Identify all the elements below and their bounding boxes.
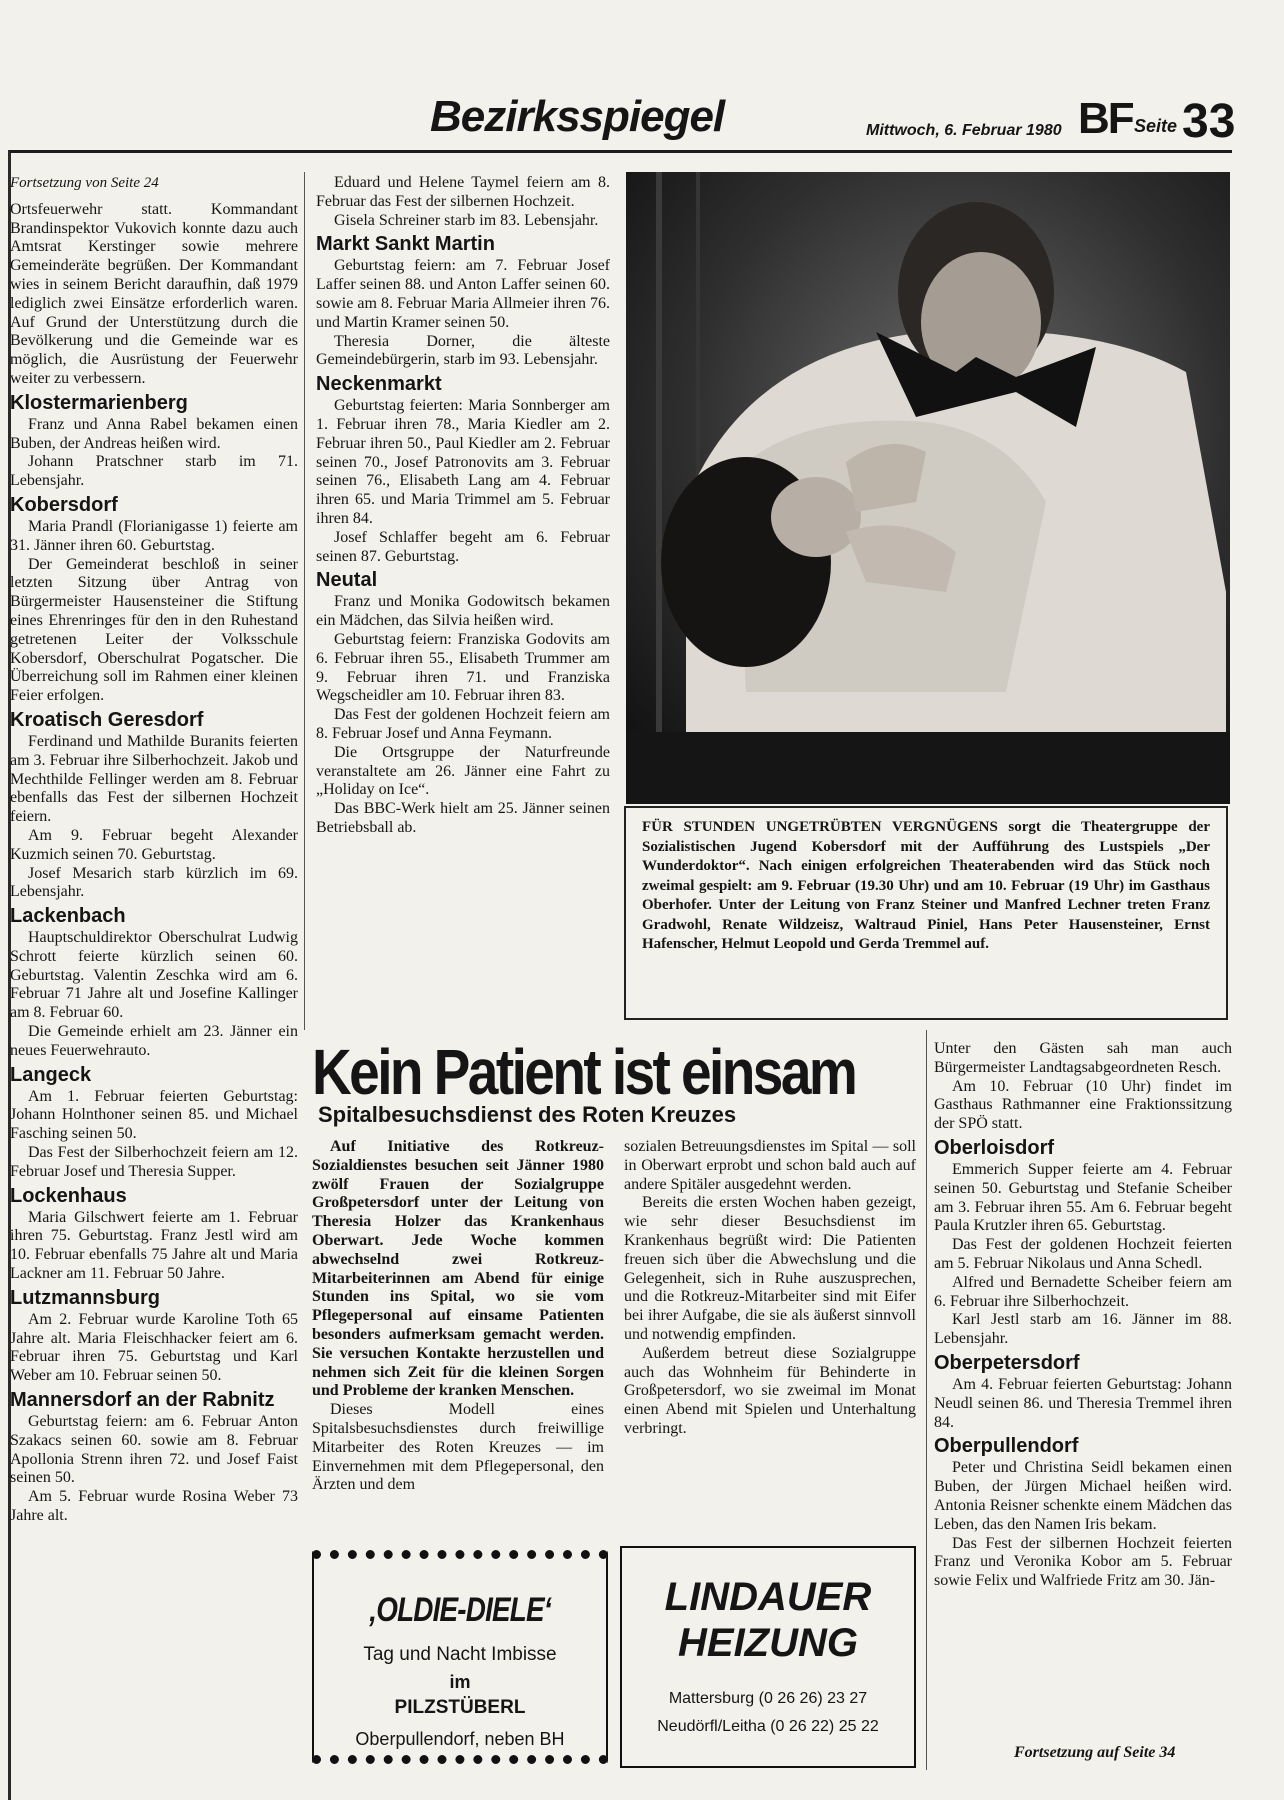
masthead <box>430 92 1236 152</box>
continuation-note: Fortsetzung von Seite 24 <box>10 175 159 191</box>
article-headline: Kein Patient ist einsam <box>312 1036 856 1108</box>
ad-line: im <box>449 1672 471 1692</box>
heading-markt-sankt-martin: Markt Sankt Martin <box>316 233 495 256</box>
paragraph: Der Gemeinderat beschloß in seiner letzten Sitzung über Antrag von Bürgermeister Hausensteiner die Stiftung eines Ehrenringes für den in den Ruhestand getretenen Leiter der Volksschule Kobersdorf, Oberschulrat Pogatscher. Die Überreichung soll im Rahmen einer kleinen Feier erfolgen. <box>10 555 298 705</box>
paragraph: Unter den Gästen sah man auch Bürgermeister Landtagsabgeordneten Resch. <box>934 1040 1232 1076</box>
seite-label: Seite <box>1134 116 1178 136</box>
newspaper-logo: BF <box>1078 94 1133 143</box>
paragraph: Peter und Christina Seidl bekamen einen Buben, der Jürgen Michael heißen wird. Antonia Reisner schenkte einem Mädchen das Leben, das den Namen Iris bekam. <box>934 1459 1232 1533</box>
paragraph: Am 5. Februar wurde Rosina Weber 73 Jahre alt. <box>10 1488 298 1525</box>
heading-lackenbach: Lackenbach <box>10 905 126 928</box>
paragraph: Geburtstag feiern: Franziska Godovits am 6. Februar ihren 55., Elisabeth Trummer am 9. Februar ihren 71. und Franziska Wegscheidler am 10. Februar ihren 83. <box>316 630 610 705</box>
paragraph: Das Fest der goldenen Hochzeit feiern am 8. Februar Josef und Anna Feymann. <box>316 706 610 742</box>
ad-phone: Mattersburg (0 26 26) 23 27 <box>668 1690 868 1707</box>
paragraph: Das Fest der Silberhochzeit feiern am 12. Februar Josef und Theresia Supper. <box>10 1144 298 1180</box>
paragraph: Das Fest der silbernen Hochzeit feierten Franz und Veronika Kobor am 5. Februar sowie Felix und Walfriede Fritz am 30. Jän- <box>934 1534 1232 1590</box>
heading-kobersdorf: Kobersdorf <box>10 493 118 516</box>
heading-oberloisdorf: Oberloisdorf <box>934 1136 1055 1159</box>
photo-caption: FÜR STUNDEN UNGETRÜBTEN VERGNÜGENS sorgt die Theatergruppe der Sozialistischen Jugend Kobersdorf mit der Aufführung des Lustspiels „Der Wunderdoktor“. Nach einigen erfolgreichen Theaterabenden wird das Stück noch zweimal gespielt: am 9. Februar (19.30 Uhr) und am 10. Februar (19 Uhr) im Gasthaus Oberhofer. Unter der Leitung von Franz Steiner und Manfred Lechner treten Franz Gradwohl, Renate Wildzeisz, Waltraud Piniel, Hans Peter Hausensteiner, Ernst Hafenscher, Helmut Leopold und Gerda Tremmel auf. <box>624 806 1228 1020</box>
ad-oldie-diele <box>312 1550 608 1764</box>
heading-kroatisch-geresdorf: Kroatisch Geresdorf <box>10 708 204 731</box>
paragraph: Außerdem betreut diese Sozialgruppe auch das Wohnheim für Behinderte in Großpetersdorf, wo sie zweimal im Monat einen Abend mit Spielen und Unterhaltung verbringt. <box>624 1344 916 1437</box>
paragraph: Ortsfeuerwehr statt. Kommandant Brandinspektor Vukovich konnte dazu auch Amtsrat Kerstinger sowie mehrere Gemeinderäte begrüßen. Der Kommandant wies in seinem Bericht daraufhin, daß 1979 lediglich zwei Einsätze erforderlich waren. Auf Grund der Unterstützung durch die Bevölkerung und die Gemeinde war es möglich, die Ausrüstung der Feuerwehr weiter zu verbessern. <box>10 200 298 387</box>
heading-langeck: Langeck <box>10 1063 92 1086</box>
heading-neutal: Neutal <box>316 569 378 592</box>
masthead-rule <box>10 150 1232 153</box>
paragraph: Eduard und Helene Taymel feiern am 8. Februar das Fest der silbernen Hochzeit. <box>316 174 610 210</box>
section-title: Bezirksspiegel <box>430 92 725 141</box>
ad-lindauer-heizung <box>620 1546 916 1768</box>
paragraph: Johann Pratschner starb im 71. Lebensjahr. <box>10 453 298 490</box>
paragraph: Franz und Anna Rabel bekamen einen Buben, der Andreas heißen wird. <box>10 415 298 452</box>
paragraph: Theresia Dorner, die älteste Gemeindebürgerin, starb im 93. Lebensjahr. <box>316 332 610 369</box>
issue-date: Mittwoch, 6. Februar 1980 <box>866 122 1062 139</box>
paragraph: Am 2. Februar wurde Karoline Toth 65 Jahre alt. Maria Fleischhacker feiert am 6. Februar ihren 75. Geburtstag und Karl Weber am 10. Februar seinen 50. <box>10 1310 298 1385</box>
column-2 <box>316 174 610 838</box>
paragraph: Am 10. Februar (10 Uhr) findet im Gasthaus Rathmanner eine Fraktionssitzung der SPÖ statt. <box>934 1077 1232 1133</box>
ad-line: Tag und Nacht Imbisse <box>363 1644 557 1665</box>
paragraph: Hauptschuldirektor Oberschulrat Ludwig Schrott feierte kürzlich seinen 60. Geburtstag. Valentin Zeschka wird am 6. Februar 71 Jahre alt und Josefine Kallinger am 8. Februar 60. <box>10 929 298 1022</box>
paragraph: Karl Jestl starb am 16. Jänner im 88. Lebensjahr. <box>934 1311 1232 1348</box>
ad-phone: Neudörfl/Leitha (0 26 22) 25 22 <box>657 1718 879 1735</box>
ad-line: Oberpullendorf, neben BH <box>355 1729 565 1749</box>
paragraph: Bereits die ersten Wochen haben gezeigt, wie sehr dieser Besuchsdienst im Krankenhaus begrüßt wird: Die Patienten freuen sich über die Abwechslung und die Gelegenheit, sich in Ruhe auszusprechen, und die Rotkreuz-Mitarbeiter sind mit Eifer bei ihrer Aufgabe, die sie als äußerst sinnvoll und notwendig empfinden. <box>624 1194 916 1343</box>
paragraph: Franz und Monika Godowitsch bekamen ein Mädchen, das Silvia heißen wird. <box>316 593 610 630</box>
paragraph: Alfred und Bernadette Scheiber feiern am 6. Februar ihre Silberhochzeit. <box>934 1273 1232 1310</box>
column-1 <box>10 174 298 1526</box>
heading-oberpullendorf: Oberpullendorf <box>934 1435 1079 1458</box>
paragraph: Am 4. Februar feierten Geburtstag: Johann Neudl seinen 86. und Theresia Tremmel ihren 84. <box>934 1375 1232 1431</box>
article-subhead: Spitalbesuchsdienst des Roten Kreuzes <box>318 1102 737 1127</box>
paragraph: Die Gemeinde erhielt am 23. Jänner ein neues Feuerwehrauto. <box>10 1023 298 1059</box>
column-rule <box>926 1030 927 1770</box>
paragraph: Am 9. Februar begeht Alexander Kuzmich seinen 70. Geburtstag. <box>10 826 298 863</box>
paragraph: Emmerich Supper feierte am 4. Februar seinen 50. Geburtstag und Stefanie Scheiber am 3. Februar ihren 55. Am 6. Februar begeht Paula Krutzler ihren 65. Geburtstag. <box>934 1160 1232 1235</box>
heading-lutzmannsburg: Lutzmannsburg <box>10 1286 160 1309</box>
article-column-1 <box>312 1138 604 1495</box>
ad-title-line: LINDAUER <box>664 1575 872 1619</box>
ad-title: ‚OLDIE-DIELE‘ <box>369 1591 551 1629</box>
paragraph: Geburtstag feiern: am 6. Februar Anton Szakacs seinen 60. sowie am 8. Februar Apollonia Strenn ihren 72. und Josef Faist seinen 50. <box>10 1413 298 1487</box>
paragraph: sozialen Betreuungsdienstes im Spital — soll in Oberwart erprobt und schon bald auch auf andere Spitäler ausgedehnt werden. <box>624 1138 916 1193</box>
heading-klostermarienberg: Klostermarienberg <box>10 391 188 414</box>
column-rule <box>304 172 305 1030</box>
paragraph: Das BBC-Werk hielt am 25. Jänner seinen Betriebsball ab. <box>316 800 610 836</box>
theater-photo <box>626 172 1230 804</box>
paragraph: Josef Schlaffer begeht am 6. Februar seinen 87. Geburtstag. <box>316 528 610 565</box>
paragraph: Geburtstag feierten: Maria Sonnberger am 1. Februar ihren 78., Maria Kiedler am 2. Februar ihren 50., Paul Kiedler am 2. Februar seinen 70., Josef Patronovits am 3. Februar seinen 76., Elisabeth Lang am 4. Februar ihren 65. und Maria Trimmel am 5. Februar ihren 84. <box>316 397 610 527</box>
column-5 <box>934 1040 1232 1591</box>
page-number: 33 <box>1182 95 1236 148</box>
paragraph: Maria Gilschwert feierte am 1. Februar ihren 75. Geburtstag. Franz Jestl wird am 10. Februar ebenfalls 75 Jahre alt und Maria Lackner am 11. Februar 50 Jahre. <box>10 1208 298 1283</box>
paragraph: Gisela Schreiner starb im 83. Lebensjahr. <box>334 211 599 229</box>
ad-title-line: HEIZUNG <box>678 1621 858 1665</box>
ad-line: PILZSTÜBERL <box>394 1697 526 1718</box>
paragraph: Das Fest der goldenen Hochzeit feierten am 5. Februar Nikolaus und Anna Schedl. <box>934 1236 1232 1272</box>
paragraph: Geburtstag feiern: am 7. Februar Josef Laffer seinen 88. und Anton Laffer seinen 60. sowie am 8. Februar Maria Allmeier ihren 76. und Martin Kramer seinen 50. <box>316 257 610 331</box>
paragraph: Am 1. Februar feierten Geburtstag: Johann Holnthoner seinen 85. und Michael Fasching seinen 50. <box>10 1087 298 1143</box>
paragraph: Ferdinand und Mathilde Buranits feierten am 3. Februar ihre Silberhochzeit. Jakob und Mechthilde Fellinger werden am 8. Februar ebenfalls das Fest der silbernen Hochzeit feiern. <box>10 732 298 826</box>
heading-mannersdorf: Mannersdorf an der Rabnitz <box>10 1389 275 1412</box>
article-column-2 <box>624 1138 916 1439</box>
paragraph: Dieses Modell eines Spitalsbesuchsdienstes durch freiwillige Mitarbeiter des Roten Kreuzes — im Einvernehmen mit dem Pflegepersonal, den Ärzten und dem <box>312 1401 604 1494</box>
article-lead: Auf Initiative des Rotkreuz-Sozialdienstes besuchen seit Jänner 1980 zwölf Frauen der Sozialgruppe Großpetersdorf unter der Leitung von Theresia Holzer das Krankenhaus Oberwart. Jede Woche kommen abwechselnd zwei Rotkreuz-Mitarbeiterinnen am Abend für einige Stunden ins Spital, wo sie vom Pflegepersonal auf einsame Patienten besonders aufmerksam gemacht werden. Sie versuchen Kontakte herzustellen und nehmen sich Zeit für die kleinen Sorgen und Probleme der kranken Menschen. <box>312 1138 604 1400</box>
heading-lockenhaus: Lockenhaus <box>10 1184 127 1207</box>
photo-illustration <box>626 172 1230 804</box>
heading-oberpetersdorf: Oberpetersdorf <box>934 1351 1080 1374</box>
heading-neckenmarkt: Neckenmarkt <box>316 373 442 396</box>
paragraph: Josef Mesarich starb kürzlich im 69. Lebensjahr. <box>10 864 298 901</box>
continuation-footer: Fortsetzung auf Seite 34 <box>1014 1744 1176 1761</box>
paragraph: Maria Prandl (Florianigasse 1) feierte am 31. Jänner ihren 60. Geburtstag. <box>10 517 298 554</box>
paragraph: Die Ortsgruppe der Naturfreunde veranstaltete am 26. Jänner eine Fahrt zu „Holiday on Ice“. <box>316 743 610 799</box>
ad-title <box>622 1574 914 1666</box>
